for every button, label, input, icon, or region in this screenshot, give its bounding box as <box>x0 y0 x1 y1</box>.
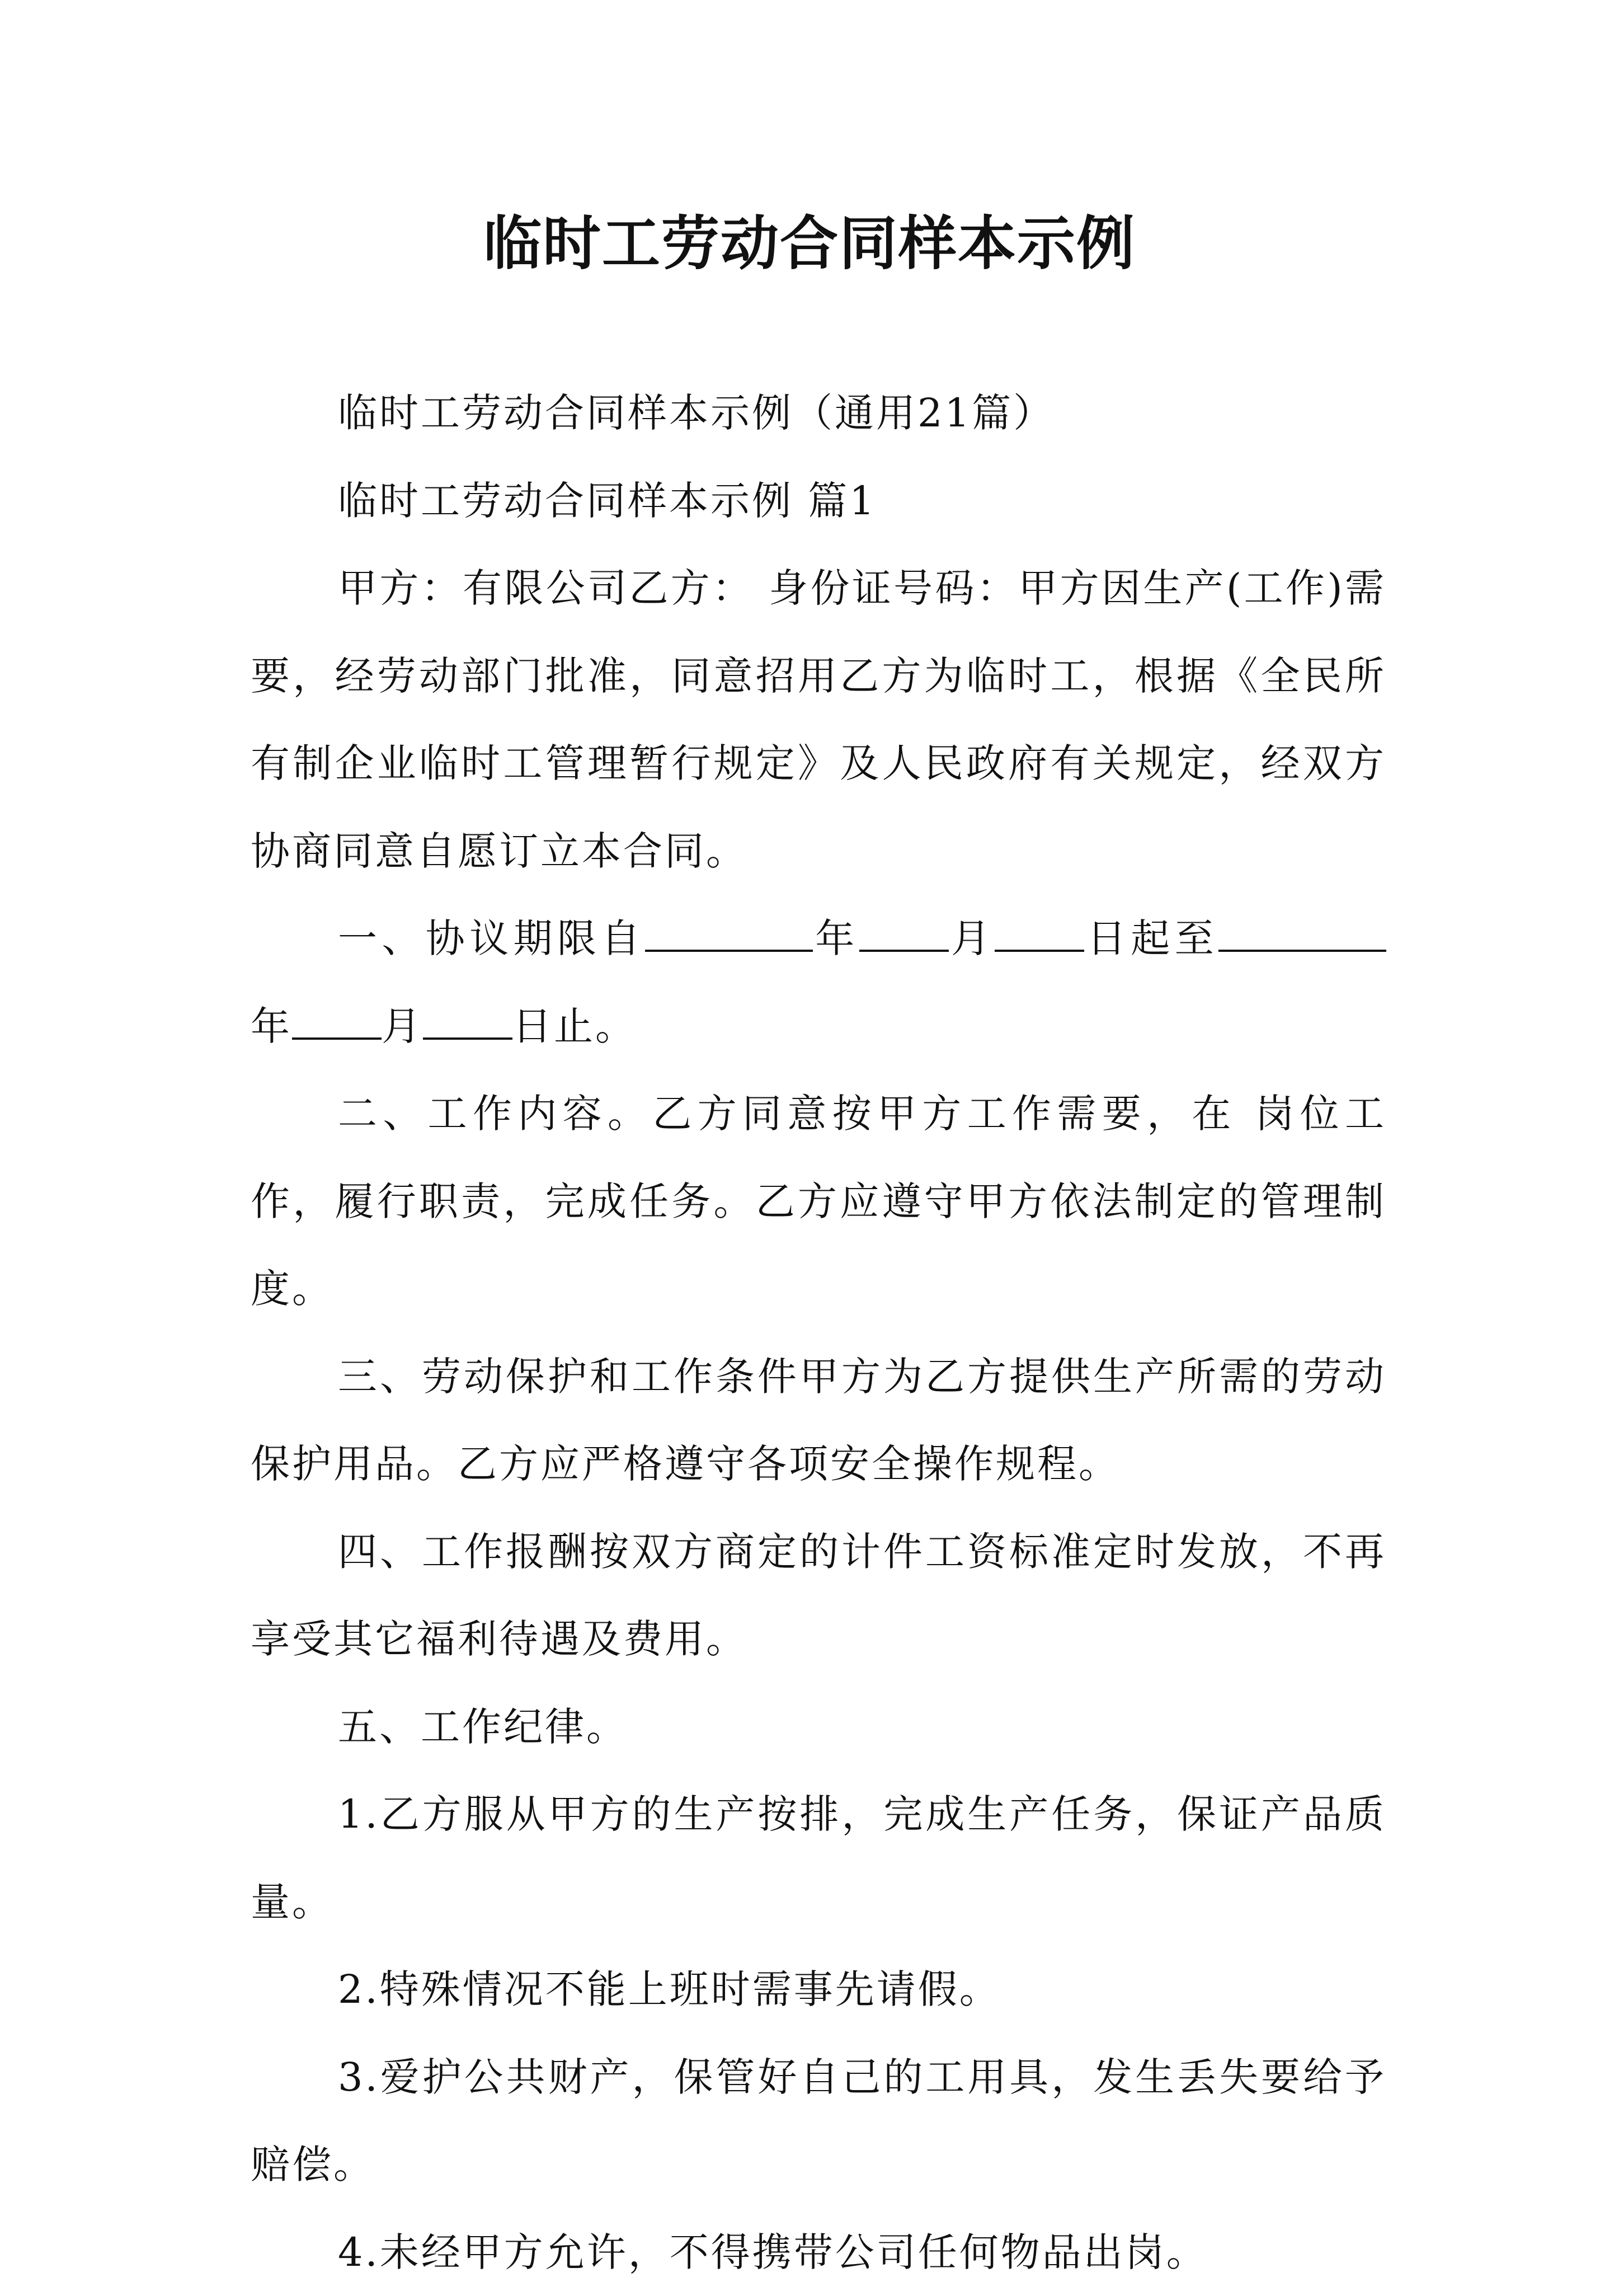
paragraph-discipline-heading: 五、工作纪律。 <box>251 1683 1386 1771</box>
paragraph-discipline-4: 4.未经甲方允许，不得携带公司任何物品出岗。 <box>251 2209 1386 2296</box>
start-day-blank <box>995 916 1084 952</box>
paragraph-parties: 甲方：有限公司乙方： 身份证号码：甲方因生产(工作)需要，经劳动部门批准，同意招用乙方为临时工，根据《全民所有制企业临时工管理暂行规定》及人民政府有关规定，经双方协商同意自愿订立本合同。 <box>251 544 1386 895</box>
paragraph-work-content: 二、工作内容。乙方同意按甲方工作需要，在 岗位工作，履行职责，完成任务。乙方应遵守甲方依法制定的管理制度。 <box>251 1070 1386 1333</box>
paragraph-labor-protection: 三、劳动保护和工作条件甲方为乙方提供生产所需的劳动保护用品。乙方应严格遵守各项安全操作规程。 <box>251 1333 1386 1508</box>
end-month-blank <box>292 1004 382 1040</box>
paragraph-discipline-2: 2.特殊情况不能上班时需事先请假。 <box>251 1946 1386 2034</box>
document-title: 临时工劳动合同样本示例 <box>0 201 1619 285</box>
term-text-end: 日止。 <box>512 1003 637 1049</box>
document-body <box>251 369 1386 2296</box>
paragraph-section-heading: 临时工劳动合同样本示例 篇1 <box>251 457 1386 545</box>
paragraph-remuneration: 四、工作报酬按双方商定的计件工资标准定时发放，不再享受其它福利待遇及费用。 <box>251 1508 1386 1683</box>
term-text-until: 日起至 <box>1084 915 1218 961</box>
end-year-blank <box>1218 916 1386 952</box>
end-day-blank <box>423 1004 512 1040</box>
term-text-month: 月 <box>949 915 995 961</box>
term-text-end-month: 月 <box>382 1003 423 1049</box>
term-text-start: 一、协议期限自 <box>338 915 645 961</box>
start-month-blank <box>859 916 949 952</box>
paragraph-discipline-1: 1.乙方服从甲方的生产按排，完成生产任务，保证产品质量。 <box>251 1771 1386 1946</box>
start-year-blank <box>645 916 813 952</box>
term-text-year: 年 <box>813 915 859 961</box>
paragraph-discipline-3: 3.爱护公共财产，保管好自己的工用具，发生丢失要给予赔偿。 <box>251 2034 1386 2209</box>
paragraph-term <box>251 895 1386 1070</box>
paragraph-subtitle: 临时工劳动合同样本示例（通用21篇） <box>251 369 1386 457</box>
term-text-end-year: 年 <box>251 1003 292 1049</box>
